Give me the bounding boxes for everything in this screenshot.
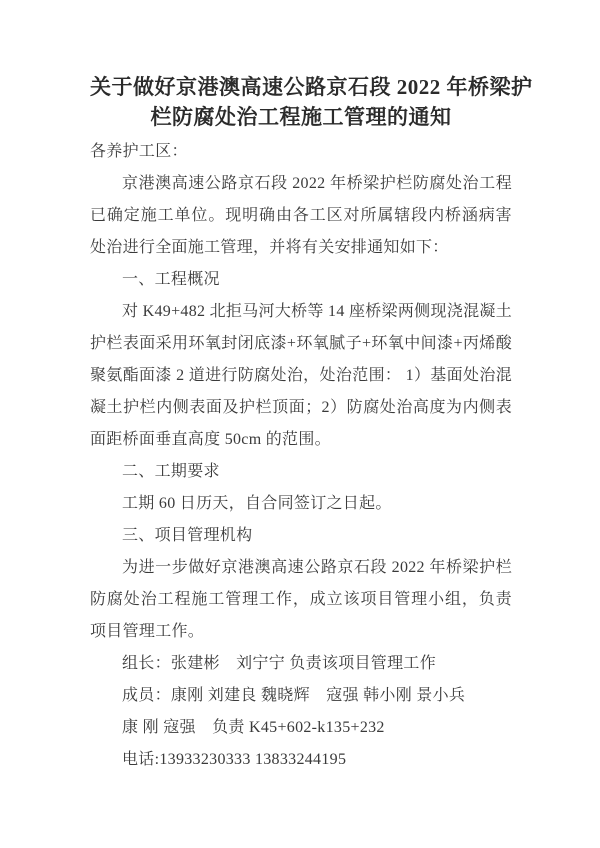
- paragraph: 为进一步做好京港澳高速公路京石段 2022 年桥梁护栏防腐处治工程施工管理工作，成立该项目管理小组，负责项目管理工作。: [90, 559, 512, 640]
- paragraph: 康 刚 寇强 负责 K45+602-k135+232: [122, 719, 385, 736]
- paragraph: 三、项目管理机构: [122, 527, 253, 544]
- document-title-line-2: 栏防腐处治工程施工管理的通知: [150, 105, 452, 129]
- paragraph: 电话:13933230333 13833244195: [122, 751, 347, 768]
- document-body: [90, 136, 512, 776]
- paragraph: 工期 60 日历天，自合同签订之日起。: [122, 495, 392, 512]
- paragraph: 二、工期要求: [122, 463, 220, 480]
- document-title-line-1: 关于做好京港澳高速公路京石段 2022 年桥梁护: [90, 75, 533, 99]
- paragraph: 组长：张建彬 刘宁宁 负责该项目管理工作: [122, 655, 437, 672]
- document-title: [90, 72, 533, 132]
- paragraph: 成员：康刚 刘建良 魏晓辉 寇强 韩小刚 景小兵: [122, 687, 466, 704]
- paragraph: 各养护工区：: [90, 143, 188, 160]
- paragraph: 对 K49+482 北拒马河大桥等 14 座桥梁两侧现浇混凝土护栏表面采用环氧封闭底漆+环氧腻子+环氧中间漆+丙烯酸聚氨酯面漆 2 道进行防腐处治，处治范围： 1）基面处治混凝土护栏内侧表面及护栏顶面；2）防腐处治高度为内侧表面距桥面垂直高度 50cm 的范围。: [90, 303, 512, 448]
- paragraph: 一、工程概况: [122, 271, 220, 288]
- paragraph: 京港澳高速公路京石段 2022 年桥梁护栏防腐处治工程已确定施工单位。现明确由各工区对所属辖段内桥涵病害处治进行全面施工管理，并将有关安排通知如下：: [90, 175, 512, 256]
